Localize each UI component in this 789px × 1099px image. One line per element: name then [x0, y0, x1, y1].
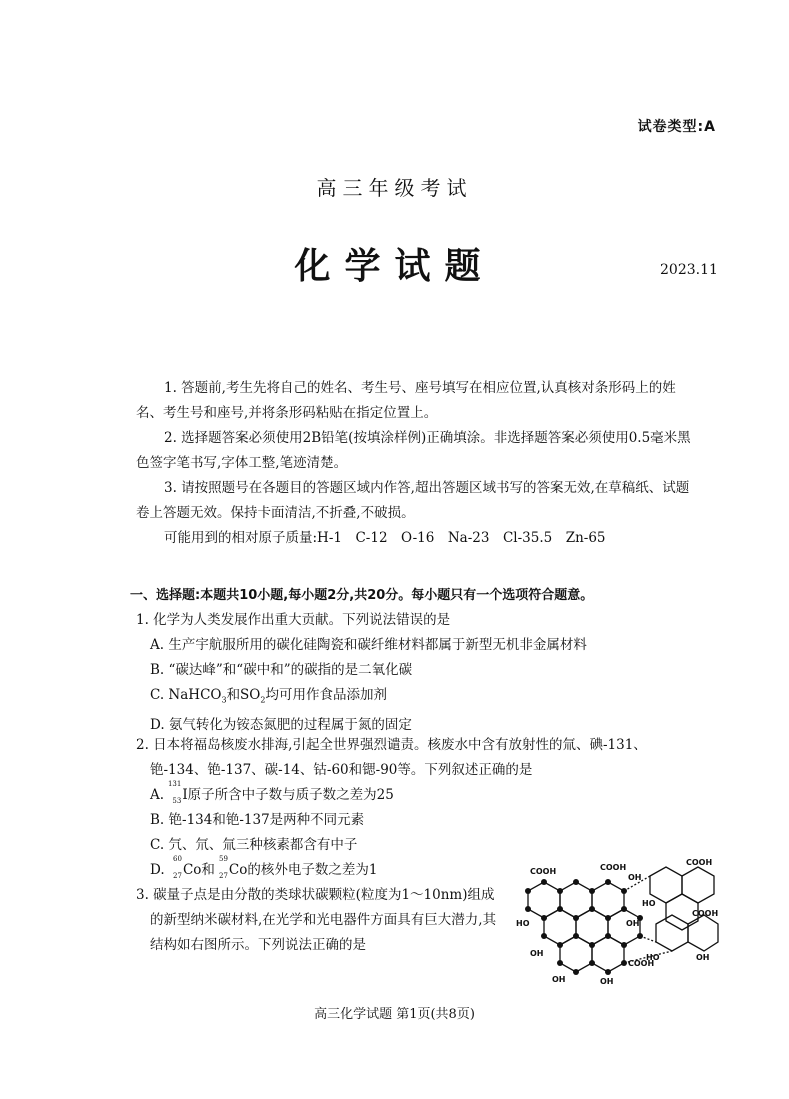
q2-option-c: C. 氕、氘、氚三种核素都含有中子: [150, 837, 358, 853]
page-footer: 高三化学试题 第1页(共8页): [314, 1007, 475, 1022]
q2-option-d: D. 60 27 Co和 59 27 Co的核外电子数之差为1: [150, 855, 378, 880]
instruction-1: 1. 答题前,考生先将自己的姓名、考生号、座号填写在相应位置,认真核对条形码上的姓名、考生号和座号,并将条形码粘贴在指定位置上。: [136, 380, 676, 421]
instruction-2: 2. 选择题答案必须使用2B铅笔(按填涂样例)正确填涂。非选择题答案必须使用0.5毫米黑色签字笔书写,字体工整,笔迹清楚。: [136, 430, 691, 471]
q2-stem: 2. 日本将福岛核废水排海,引起全世界强烈谴责。核废水中含有放射性的氚、碘-131、铯-134、铯-137、碳-14、钴-60和锶-90等。下列叙述正确的是: [136, 737, 647, 778]
section-1-title: 一、选择题:本题共10小题,每小题2分,共20分。每小题只有一个选项符合题意。: [130, 588, 594, 603]
paper-type-label: 试卷类型:A: [637, 119, 716, 135]
q2-option-a: A. 131 53 I原子所含中子数与质子数之差为25: [150, 780, 394, 805]
figure-label: HO: [646, 953, 660, 962]
q3-stem: 3. 碳量子点是由分散的类球状碳颗粒(粒度为1～10nm)组成的新型纳米碳材料,在光学和光电器件方面具有巨大潜力,其结构如右图所示。下列说法正确的是: [136, 887, 497, 953]
q2-option-b: B. 铯-134和铯-137是两种不同元素: [150, 812, 365, 828]
figure-label: COOH: [600, 863, 627, 872]
figure-label: OH: [626, 919, 640, 928]
q1-option-c: C. NaHCO$_3$和$SO_2$均可用作食品添加剂: [150, 687, 387, 705]
q1-option-b: B. “碳达峰”和“碳中和”的碳指的是二氧化碳: [150, 662, 413, 678]
q1-option-a: A. 生产宇航服所用的碳化硅陶瓷和碳纤维材料都属于新型无机非金属材料: [150, 637, 587, 653]
section-heading: [130, 583, 700, 608]
figure-label: OH: [600, 977, 614, 986]
carbon-quantum-dot-figure: [516, 856, 721, 986]
figure-label: OH: [696, 953, 710, 962]
q1-option-d: D. 氨气转化为铵态氮肥的过程属于氮的固定: [150, 716, 412, 733]
question-1: [136, 608, 696, 738]
figure-label: OH: [530, 949, 544, 958]
instructions: [136, 376, 696, 551]
exam-subtitle: 高三年级考试: [316, 176, 473, 200]
figure-label: HO: [516, 919, 530, 928]
instruction-3: 3. 请按照题号在各题目的答题区域内作答,超出答题区域书写的答案无效,在草稿纸、试题卷上答题无效。保持卡面清洁,不折叠,不破损。: [136, 480, 690, 521]
figure-label: HO: [642, 899, 656, 908]
exam-title: 化学试题: [294, 245, 495, 287]
figure-label: COOH: [628, 959, 655, 968]
figure-label: OH: [628, 873, 642, 882]
figure-label: COOH: [686, 858, 713, 867]
exam-date: 2023.11: [660, 262, 718, 278]
atomic-masses: 可能用到的相对原子质量:H-1 C-12 O-16 Na-23 Cl-35.5 Zn-65: [164, 530, 606, 546]
figure-label: OH: [552, 975, 566, 984]
question-3: [136, 883, 501, 958]
q1-stem: 1. 化学为人类发展作出重大贡献。下列说法错误的是: [136, 612, 451, 628]
figure-label: COOH: [692, 909, 719, 918]
figure-label: COOH: [530, 867, 557, 876]
